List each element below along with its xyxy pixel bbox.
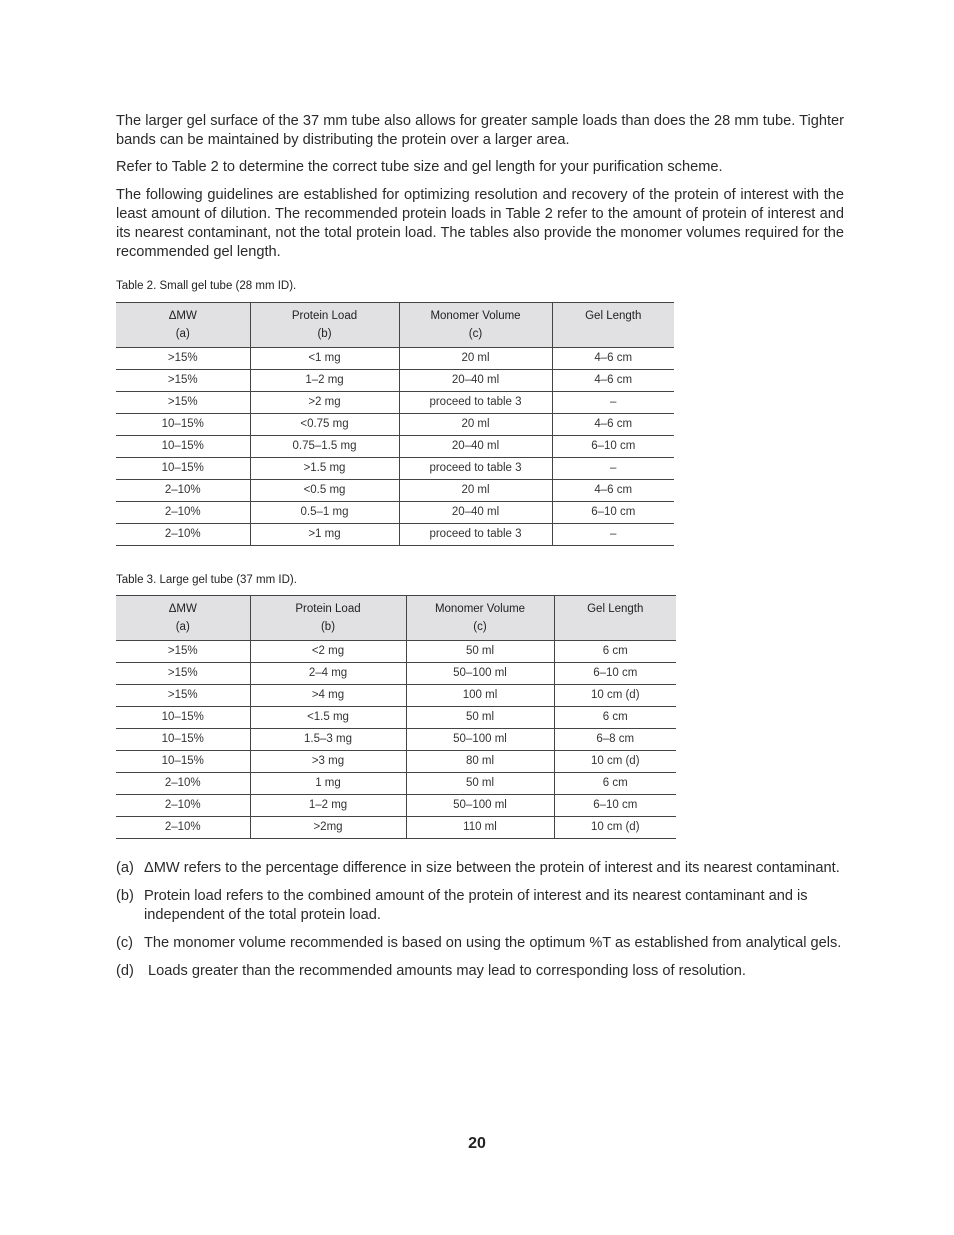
footnote-text: Protein load refers to the combined amount of the protein of interest and its nearest contaminant and is independent of the total protein load. xyxy=(144,888,808,923)
page-number: 20 xyxy=(468,1135,486,1152)
cell-gel-length: 6–10 cm xyxy=(552,502,674,524)
table-3-body xyxy=(116,641,676,839)
intro-paragraph-2: Refer to Table 2 to determine the correct tube size and gel length for your purification scheme. xyxy=(116,159,723,175)
footnote-c xyxy=(116,934,846,953)
cell-delta-mw: >15% xyxy=(116,392,250,414)
cell-delta-mw: 10–15% xyxy=(116,436,250,458)
footnote-label: (a) xyxy=(116,860,134,876)
table-row xyxy=(116,685,676,707)
table-row xyxy=(116,370,674,392)
footnote-label: (b) xyxy=(116,888,134,904)
cell-monomer-volume: 50 ml xyxy=(406,773,554,795)
cell-delta-mw: 10–15% xyxy=(116,414,250,436)
cell-protein-load: 0.75–1.5 mg xyxy=(250,436,399,458)
cell-monomer-volume: proceed to table 3 xyxy=(399,458,552,480)
table-row xyxy=(116,458,674,480)
cell-monomer-volume: proceed to table 3 xyxy=(399,524,552,546)
cell-protein-load: <1.5 mg xyxy=(250,707,406,729)
cell-gel-length: – xyxy=(552,392,674,414)
cell-gel-length: 6–8 cm xyxy=(554,729,676,751)
cell-delta-mw: 10–15% xyxy=(116,751,250,773)
cell-delta-mw: 2–10% xyxy=(116,502,250,524)
table-row xyxy=(116,392,674,414)
cell-protein-load: 1–2 mg xyxy=(250,795,406,817)
table-row xyxy=(116,436,674,458)
cell-protein-load: 1.5–3 mg xyxy=(250,729,406,751)
cell-monomer-volume: 20 ml xyxy=(399,348,552,370)
cell-delta-mw: 10–15% xyxy=(116,729,250,751)
table-row xyxy=(116,480,674,502)
cell-gel-length: 6 cm xyxy=(554,641,676,663)
table-3-header-delta-mw: ΔMW (a) xyxy=(116,596,250,641)
cell-delta-mw: >15% xyxy=(116,641,250,663)
cell-monomer-volume: 20–40 ml xyxy=(399,502,552,524)
footnote-label: (d) xyxy=(116,963,134,979)
cell-delta-mw: >15% xyxy=(116,370,250,392)
table-3-header-gel-length: Gel Length xyxy=(554,596,676,641)
footnotes xyxy=(116,859,846,990)
cell-delta-mw: 2–10% xyxy=(116,817,250,839)
table-3-large-gel-tube xyxy=(116,595,676,839)
cell-gel-length: 6–10 cm xyxy=(554,795,676,817)
table-3-header-row xyxy=(116,596,676,641)
cell-protein-load: <0.5 mg xyxy=(250,480,399,502)
footnote-text: The monomer volume recommended is based on using the optimum %T as established from analytical gels. xyxy=(144,935,842,951)
cell-monomer-volume: 20 ml xyxy=(399,414,552,436)
table-2-header-monomer-volume: Monomer Volume (c) xyxy=(399,303,552,348)
table-3-header-monomer-volume: Monomer Volume (c) xyxy=(406,596,554,641)
table-row xyxy=(116,817,676,839)
cell-gel-length: – xyxy=(552,524,674,546)
table-2-small-gel-tube xyxy=(116,302,674,546)
footnote-label: (c) xyxy=(116,935,134,951)
table-row xyxy=(116,729,676,751)
cell-gel-length: 4–6 cm xyxy=(552,414,674,436)
cell-protein-load: <2 mg xyxy=(250,641,406,663)
table-row xyxy=(116,524,674,546)
footnote-text: ΔMW refers to the percentage difference in size between the protein of interest and its nearest contaminant. xyxy=(144,860,840,876)
cell-protein-load: 1–2 mg xyxy=(250,370,399,392)
table-row xyxy=(116,348,674,370)
cell-gel-length: 6–10 cm xyxy=(552,436,674,458)
cell-protein-load: 2–4 mg xyxy=(250,663,406,685)
table-2-caption: Table 2. Small gel tube (28 mm ID). xyxy=(116,280,297,292)
table-row xyxy=(116,773,676,795)
cell-gel-length: 10 cm (d) xyxy=(554,685,676,707)
cell-protein-load: <0.75 mg xyxy=(250,414,399,436)
table-2-header-delta-mw: ΔMW (a) xyxy=(116,303,250,348)
cell-delta-mw: 2–10% xyxy=(116,480,250,502)
cell-delta-mw: 10–15% xyxy=(116,458,250,480)
table-row xyxy=(116,414,674,436)
cell-gel-length: 10 cm (d) xyxy=(554,817,676,839)
footnote-text: Loads greater than the recommended amounts may lead to corresponding loss of resolution. xyxy=(144,963,746,979)
table-row xyxy=(116,751,676,773)
cell-monomer-volume: 50 ml xyxy=(406,641,554,663)
cell-protein-load: >2 mg xyxy=(250,392,399,414)
cell-gel-length: 4–6 cm xyxy=(552,370,674,392)
cell-monomer-volume: 50–100 ml xyxy=(406,663,554,685)
cell-protein-load: >1 mg xyxy=(250,524,399,546)
intro-paragraph-3: The following guidelines are established for optimizing resolution and recovery of the protein of interest with the least amount of dilution. The recommended protein loads in Table 2 refer to the amount of protein of interest and its nearest contaminant, not the total protein load. The tables also provide the monomer volumes required for the recommended gel length. xyxy=(116,187,844,260)
cell-monomer-volume: 20–40 ml xyxy=(399,370,552,392)
table-row xyxy=(116,502,674,524)
cell-protein-load: >4 mg xyxy=(250,685,406,707)
cell-gel-length: 6 cm xyxy=(554,773,676,795)
table-3-header-protein-load: Protein Load (b) xyxy=(250,596,406,641)
cell-delta-mw: 10–15% xyxy=(116,707,250,729)
table-row xyxy=(116,795,676,817)
cell-gel-length: 6 cm xyxy=(554,707,676,729)
cell-delta-mw: >15% xyxy=(116,663,250,685)
cell-monomer-volume: 20–40 ml xyxy=(399,436,552,458)
cell-protein-load: 1 mg xyxy=(250,773,406,795)
table-row xyxy=(116,641,676,663)
footnote-d xyxy=(116,962,846,981)
footnote-b xyxy=(116,887,846,925)
cell-monomer-volume: 50–100 ml xyxy=(406,795,554,817)
table-2-header-protein-load: Protein Load (b) xyxy=(250,303,399,348)
intro-paragraph-1: The larger gel surface of the 37 mm tube also allows for greater sample loads than does the 28 mm tube. Tighter bands can be maintained by distributing the protein over a larger area. xyxy=(116,113,844,148)
cell-delta-mw: 2–10% xyxy=(116,773,250,795)
table-3-caption: Table 3. Large gel tube (37 mm ID). xyxy=(116,574,297,586)
footnote-a xyxy=(116,859,846,878)
cell-delta-mw: 2–10% xyxy=(116,795,250,817)
cell-gel-length: 10 cm (d) xyxy=(554,751,676,773)
cell-monomer-volume: 100 ml xyxy=(406,685,554,707)
cell-monomer-volume: 50 ml xyxy=(406,707,554,729)
cell-delta-mw: 2–10% xyxy=(116,524,250,546)
cell-monomer-volume: 20 ml xyxy=(399,480,552,502)
table-row xyxy=(116,663,676,685)
cell-gel-length: 4–6 cm xyxy=(552,480,674,502)
cell-protein-load: >1.5 mg xyxy=(250,458,399,480)
cell-delta-mw: >15% xyxy=(116,348,250,370)
cell-gel-length: – xyxy=(552,458,674,480)
cell-gel-length: 4–6 cm xyxy=(552,348,674,370)
cell-protein-load: <1 mg xyxy=(250,348,399,370)
cell-monomer-volume: 110 ml xyxy=(406,817,554,839)
cell-protein-load: >3 mg xyxy=(250,751,406,773)
table-row xyxy=(116,707,676,729)
cell-protein-load: 0.5–1 mg xyxy=(250,502,399,524)
table-2-header-gel-length: Gel Length xyxy=(552,303,674,348)
cell-monomer-volume: proceed to table 3 xyxy=(399,392,552,414)
cell-delta-mw: >15% xyxy=(116,685,250,707)
cell-monomer-volume: 50–100 ml xyxy=(406,729,554,751)
cell-protein-load: >2mg xyxy=(250,817,406,839)
table-2-header-row xyxy=(116,303,674,348)
cell-gel-length: 6–10 cm xyxy=(554,663,676,685)
table-2-body xyxy=(116,348,674,546)
cell-monomer-volume: 80 ml xyxy=(406,751,554,773)
